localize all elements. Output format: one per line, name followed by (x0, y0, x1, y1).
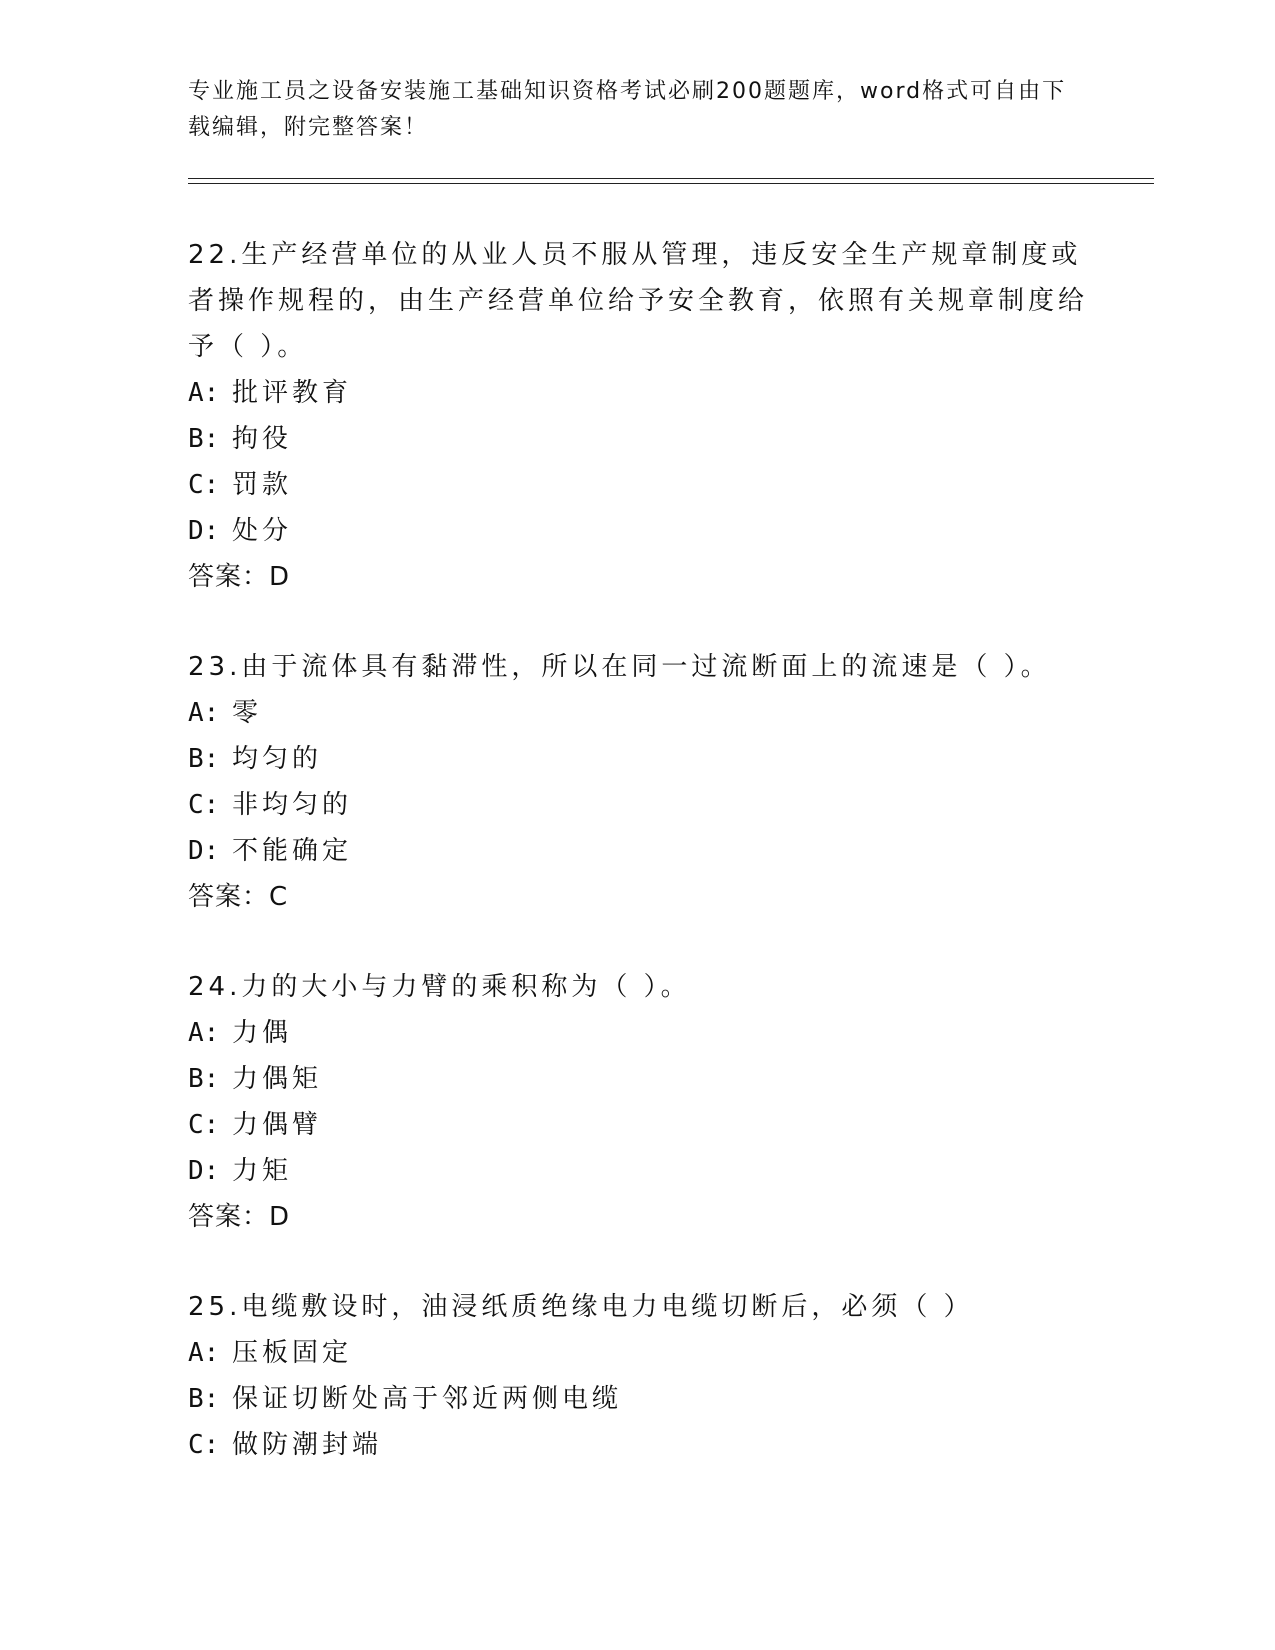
option-a (188, 690, 1088, 736)
option-key: A: (188, 698, 220, 728)
option-a (188, 1330, 1088, 1376)
question-22 (188, 232, 1088, 600)
header-divider-bottom (188, 183, 1154, 184)
option-text: 力偶臂 (232, 1110, 323, 1140)
question-23 (188, 644, 1088, 920)
option-c (188, 462, 1088, 508)
answer-line: 答案：C (188, 882, 289, 912)
option-d (188, 508, 1088, 554)
option-b (188, 1056, 1088, 1102)
option-key: B: (188, 424, 220, 454)
option-key: B: (188, 744, 220, 774)
document-header: 专业施工员之设备安装施工基础知识资格考试必刷200题题库，word格式可自由下载编辑，附完整答案！ (188, 79, 1067, 140)
option-key: C: (188, 1430, 220, 1460)
option-text: 处分 (232, 516, 293, 546)
option-text: 力偶 (232, 1018, 293, 1048)
option-text: 不能确定 (232, 836, 353, 866)
option-key: D: (188, 836, 220, 866)
question-stem: 24.力的大小与力臂的乘积称为（ ）。 (188, 972, 691, 1002)
option-b (188, 736, 1088, 782)
option-key: A: (188, 1338, 220, 1368)
option-key: A: (188, 1018, 220, 1048)
option-c (188, 1422, 1088, 1468)
answer-line: 答案：D (188, 562, 291, 592)
header-divider-top (188, 178, 1154, 179)
option-text: 力偶矩 (232, 1064, 323, 1094)
option-d (188, 828, 1088, 874)
option-key: C: (188, 1110, 220, 1140)
option-text: 均匀的 (232, 744, 323, 774)
option-text: 批评教育 (232, 378, 353, 408)
option-c (188, 1102, 1088, 1148)
option-key: B: (188, 1384, 220, 1414)
option-a (188, 1010, 1088, 1056)
answer-line: 答案：D (188, 1202, 291, 1232)
option-text: 非均匀的 (232, 790, 353, 820)
option-key: B: (188, 1064, 220, 1094)
option-text: 零 (232, 698, 263, 728)
option-b (188, 1376, 1088, 1422)
option-text: 罚款 (232, 470, 293, 500)
question-stem: 25.电缆敷设时，油浸纸质绝缘电力电缆切断后，必须（ ） (188, 1292, 974, 1322)
question-stem: 23.由于流体具有黏滞性，所以在同一过流断面上的流速是（ ）。 (188, 652, 1051, 682)
option-c (188, 782, 1088, 828)
option-key: D: (188, 516, 220, 546)
option-text: 拘役 (232, 424, 293, 454)
question-list (188, 232, 1088, 1512)
option-key: A: (188, 378, 220, 408)
option-key: C: (188, 470, 220, 500)
question-24 (188, 964, 1088, 1240)
option-d (188, 1148, 1088, 1194)
option-text: 做防潮封端 (232, 1430, 383, 1460)
option-text: 力矩 (232, 1156, 293, 1186)
option-a (188, 370, 1088, 416)
option-key: D: (188, 1156, 220, 1186)
option-key: C: (188, 790, 220, 820)
question-stem: 22.生产经营单位的从业人员不服从管理，违反安全生产规章制度或者操作规程的，由生产经营单位给予安全教育，依照有关规章制度给予（ ）。 (188, 240, 1089, 362)
option-b (188, 416, 1088, 462)
question-25 (188, 1284, 1088, 1468)
option-text: 压板固定 (232, 1338, 353, 1368)
option-text: 保证切断处高于邻近两侧电缆 (232, 1384, 623, 1414)
